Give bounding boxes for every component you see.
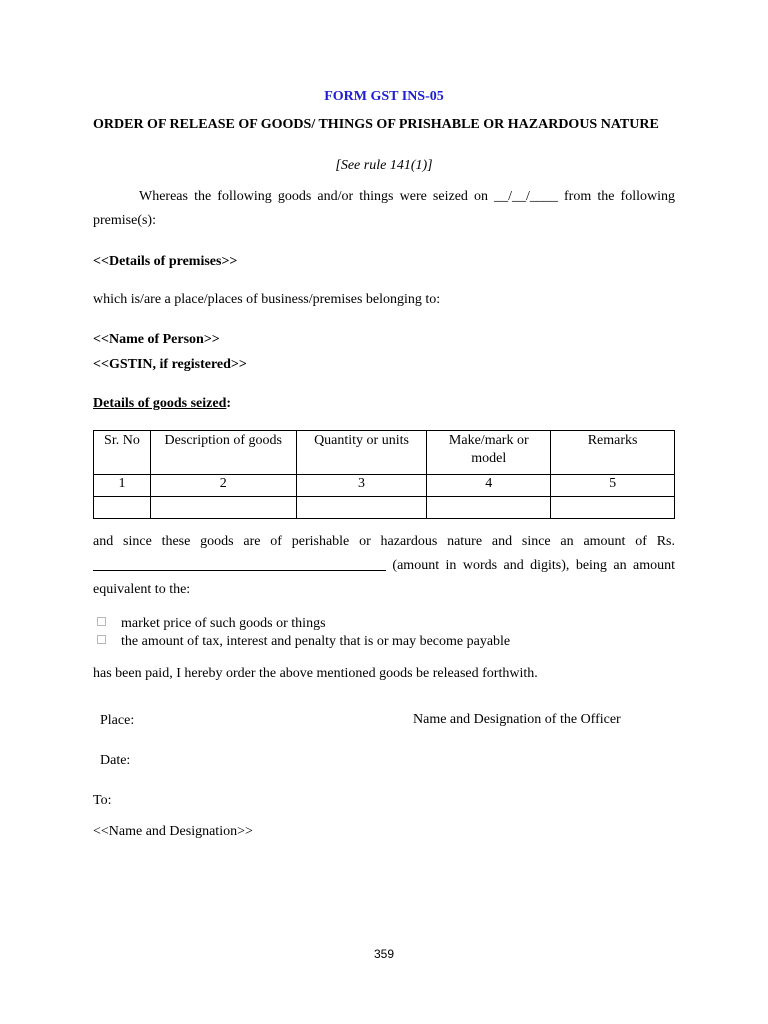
- table-row: [94, 497, 675, 519]
- table-cell: 5: [551, 475, 675, 497]
- header-sr-no: Sr. No: [94, 431, 151, 475]
- table-cell: [551, 497, 675, 519]
- option-label: market price of such goods or things: [121, 616, 326, 631]
- belonging-text: which is/are a place/places of business/premises belonging to:: [93, 292, 441, 307]
- checkbox-icon: [97, 617, 106, 626]
- header-make-model: Make/mark or model: [427, 431, 551, 475]
- officer-label: Name and Designation of the Officer: [413, 712, 621, 727]
- page-number: 359: [373, 947, 395, 961]
- option-label: the amount of tax, interest and penalty that is or may become payable: [121, 634, 511, 649]
- table-cell: [296, 497, 427, 519]
- intro-text: Whereas the following goods and/or things were seized on __/__/____ from the following premise(s):: [93, 189, 675, 228]
- table-cell: 1: [94, 475, 151, 497]
- intro-paragraph: [93, 185, 675, 233]
- amount-blank-line: [93, 556, 386, 571]
- premises-placeholder: <<Details of premises>>: [93, 254, 238, 269]
- table-cell: 2: [150, 475, 296, 497]
- table-cell: 3: [296, 475, 427, 497]
- option-tax-amount: [97, 634, 510, 650]
- place-label: Place:: [100, 713, 135, 728]
- table-number-row: [94, 475, 675, 497]
- goods-heading-text: Details of goods seized: [93, 396, 227, 411]
- table-cell: [94, 497, 151, 519]
- release-text: has been paid, I hereby order the above mentioned goods be released forthwith.: [93, 666, 538, 681]
- table-cell: [427, 497, 551, 519]
- gstin-placeholder: <<GSTIN, if registered>>: [93, 357, 247, 372]
- to-label: To:: [93, 793, 112, 808]
- table-header-row: [94, 431, 675, 475]
- form-title: FORM GST INS-05: [324, 89, 444, 104]
- table-cell: [150, 497, 296, 519]
- date-label: Date:: [100, 753, 131, 768]
- header-quantity: Quantity or units: [296, 431, 427, 475]
- amount-paragraph: [93, 530, 675, 602]
- checkbox-icon: [97, 635, 106, 644]
- amount-text-part1: and since these goods are of perishable or hazardous nature and since an amount of Rs.: [93, 534, 675, 549]
- option-market-price: [97, 616, 326, 632]
- table-cell: 4: [427, 475, 551, 497]
- goods-heading: [93, 396, 231, 412]
- goods-table: [93, 430, 675, 519]
- header-description: Description of goods: [150, 431, 296, 475]
- rule-reference: [See rule 141(1)]: [335, 158, 433, 173]
- order-title: ORDER OF RELEASE OF GOODS/ THINGS OF PRISHABLE OR HAZARDOUS NATURE: [93, 117, 659, 132]
- header-remarks: Remarks: [551, 431, 675, 475]
- amount-text-part2: (amount in words and digits), being an amount equivalent to the:: [93, 558, 675, 597]
- person-placeholder: <<Name of Person>>: [93, 332, 220, 347]
- goods-heading-colon: :: [226, 396, 232, 411]
- recipient-placeholder: <<Name and Designation>>: [93, 824, 253, 839]
